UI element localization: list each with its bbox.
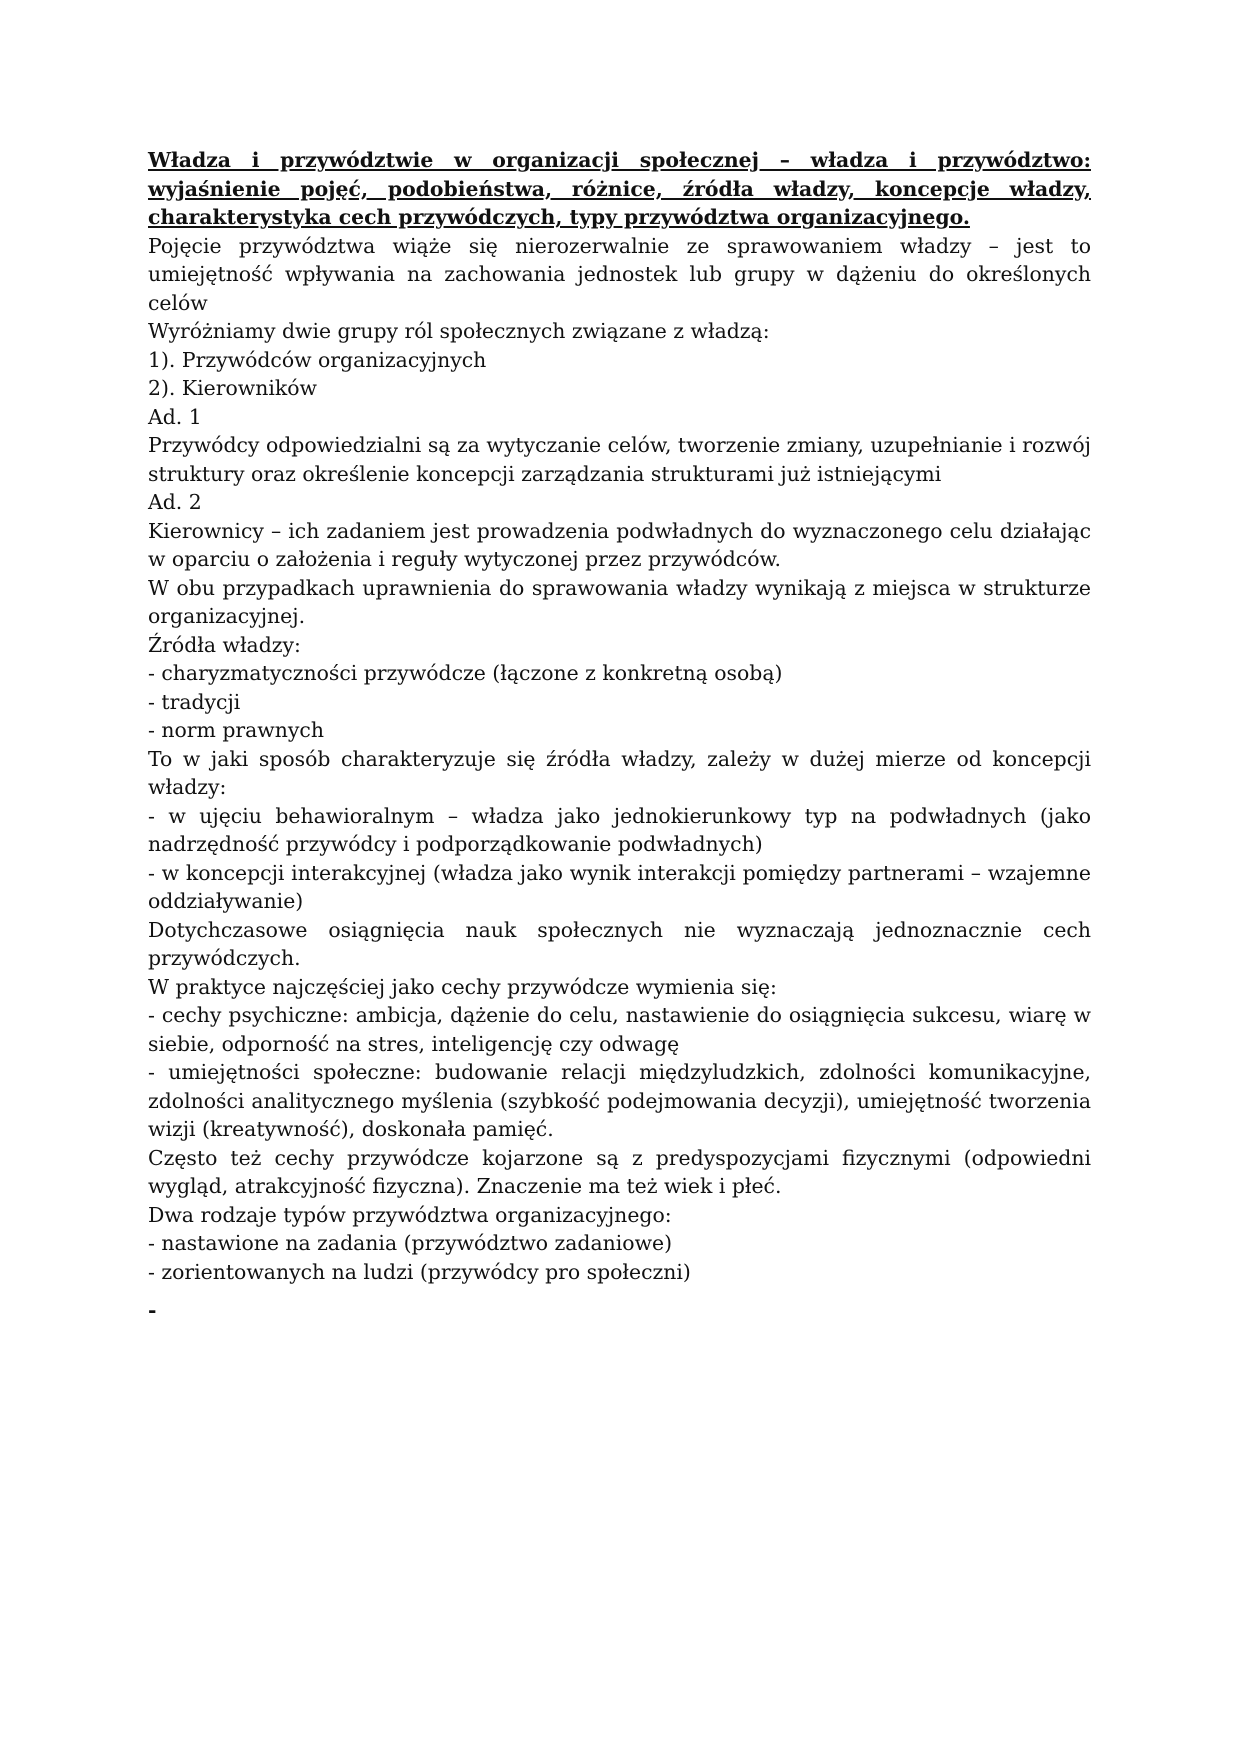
list-item-leaders: 1). Przywódców organizacyjnych <box>148 347 487 372</box>
paragraph-power-concepts: To w jaki sposób charakteryzuje się źródła władzy, zależy w dużej mierze od koncepcji władzy: <box>148 746 1091 799</box>
list-item-behavioral: - w ujęciu behawioralnym – władza jako jednokierunkowy typ na podwładnych (jako nadrzędność przywódcy i podporządkowanie podwładnych) <box>148 803 1091 856</box>
paragraph-managers-task: Kierownicy – ich zadaniem jest prowadzenia podwładnych do wyznaczonego celu działając w oparciu o założenia i reguły wytyczonej przez przywódców. <box>148 518 1091 571</box>
list-item-social-skills: - umiejętności społeczne: budowanie relacji międzyludzkich, zdolności komunikacyjne, zdolności analitycznego myślenia (szybkość podejmowania decyzji), umiejętność tworzenia wizji (kreatywność), doskonała pamięć. <box>148 1060 1091 1141</box>
paragraph-research-achievements: Dotychczasowe osiągnięcia nauk społecznych nie wyznaczają jednoznacznie cech przywódczych. <box>148 917 1091 970</box>
paragraph-leadership-types: Dwa rodzaje typów przywództwa organizacyjnego: <box>148 1202 672 1227</box>
heading-power-sources: Źródła władzy: <box>148 632 301 657</box>
list-item-tradition: - tradycji <box>148 689 241 714</box>
paragraph-leaders-responsibility: Przywódcy odpowiedzialni są za wytyczanie celów, tworzenie zmiany, uzupełnianie i rozwój struktury oraz określenie koncepcji zarządzania strukturami już istniejącymi <box>148 433 1091 486</box>
paragraph-physical-traits: Często też cechy przywódcze kojarzone są z predyspozycjami fizycznymi (odpowiedni wygląd, atrakcyjność fizyczna). Znaczenie ma też wiek i płeć. <box>148 1145 1091 1198</box>
list-item-legal-norms: - norm prawnych <box>148 718 324 742</box>
paragraph-authority-origin: W obu przypadkach uprawnienia do sprawowania władzy wynikają z miejsca w strukturze organizacyjnej. <box>148 575 1091 628</box>
paragraph-role-groups: Wyróżniamy dwie grupy ról społecznych związane z władzą: <box>148 319 770 343</box>
heading-ad-1: Ad. 1 <box>148 404 202 429</box>
trailing-dash: - <box>148 1298 157 1322</box>
document-page <box>148 146 1091 1325</box>
document-title: Władza i przywództwie w organizacji społecznej – władza i przywództwo: wyjaśnienie pojęć, podobieństwa, różnice, źródła władzy, koncepcje władzy, charakterystyka cech przywódczych, typy przywództwa organizacyjnego. <box>148 148 1091 229</box>
list-item-managers: 2). Kierowników <box>148 376 317 400</box>
heading-ad-2: Ad. 2 <box>148 490 202 514</box>
list-item-task-oriented: - nastawione na zadania (przywództwo zadaniowe) <box>148 1231 673 1255</box>
paragraph-leadership-definition: Pojęcie przywództwa wiąże się nierozerwalnie ze sprawowaniem władzy – jest to umiejętność wpływania na zachowania jednostek lub grupy w dążeniu do określonych celów <box>148 233 1091 315</box>
list-item-charisma: - charyzmatyczności przywódcze (łączone z konkretną osobą) <box>148 661 783 685</box>
list-item-people-oriented: - zorientowanych na ludzi (przywódcy pro społeczni) <box>148 1259 691 1284</box>
list-item-psychological-traits: - cechy psychiczne: ambicja, dążenie do celu, nastawienie do osiągnięcia sukcesu, wiarę w siebie, odporność na stres, inteligencję czy odwagę <box>148 1003 1091 1056</box>
list-item-interactive: - w koncepcji interakcyjnej (władza jako wynik interakcji pomiędzy partnerami – wzajemne oddziaływanie) <box>148 860 1091 913</box>
paragraph-traits-intro: W praktyce najczęściej jako cechy przywódcze wymienia się: <box>148 974 777 999</box>
